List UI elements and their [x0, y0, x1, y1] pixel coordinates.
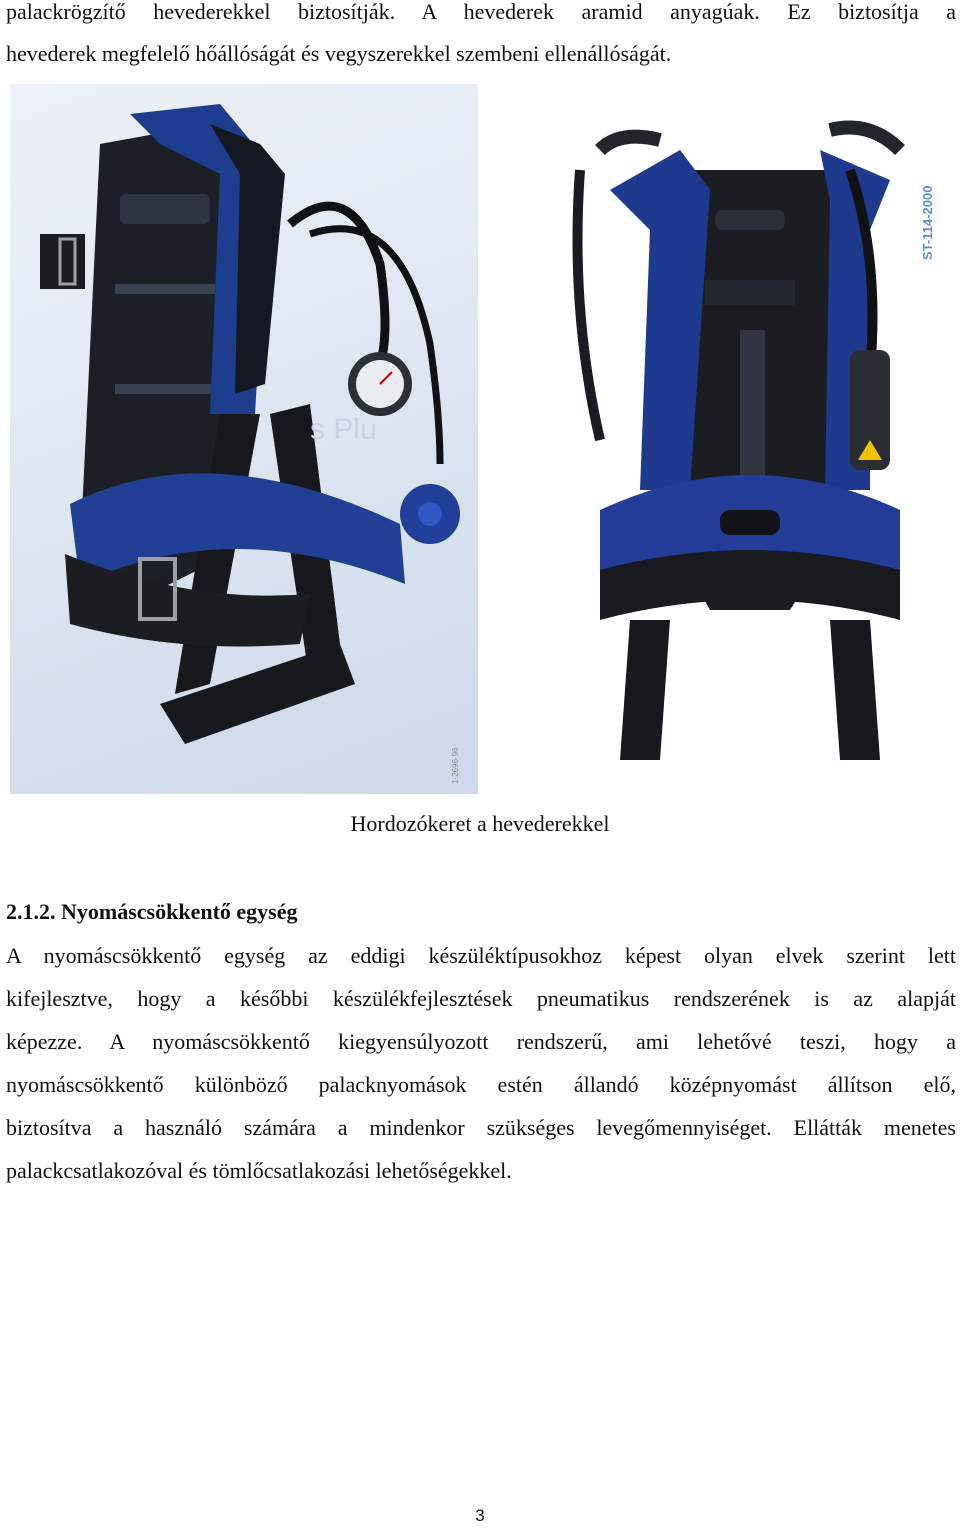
body-line: A nyomáscsökkentő egység az eddigi készüléktípusokhoz képest olyan elvek szerint lett	[6, 943, 956, 968]
left-photo-label: 1-2696-96	[451, 747, 460, 784]
intro-line-1: palackrögzítő hevederekkel biztosítják. A hevederek aramid anyagúak. Ez biztosítja a	[6, 0, 956, 24]
page-number: 3	[475, 1506, 485, 1525]
body-line: nyomáscsökkentő különböző palacknyomások estén állandó középnyomást állítson elő,	[6, 1072, 956, 1097]
carrier-frame-photo-left	[10, 84, 478, 794]
body-line: palackcsatlakozóval és tömlőcsatlakozási lehetőségekkel.	[6, 1158, 512, 1183]
right-photo-label: ST-114-2000	[920, 185, 935, 260]
section-heading: 2.1.2. Nyomáscsökkentő egység	[6, 899, 298, 924]
carrier-frame-photo-right	[540, 110, 960, 770]
svg-text:s Plu: s Plu	[310, 413, 377, 446]
body-line: biztosítva a használó számára a mindenkor szükséges levegőmennyiséget. Ellátták menetes	[6, 1115, 956, 1140]
figure-caption: Hordozókeret a hevederekkel	[350, 811, 610, 836]
intro-line-2: hevederek megfelelő hőállóságát és vegyszerekkel szembeni ellenállóságát.	[6, 41, 672, 66]
body-line: képezze. A nyomáscsökkentő kiegyensúlyozott rendszerű, ami lehetővé teszi, hogy a	[6, 1029, 956, 1054]
body-line: kifejlesztve, hogy a későbbi készülékfejlesztések pneumatikus rendszerének is az alapját	[6, 986, 956, 1011]
